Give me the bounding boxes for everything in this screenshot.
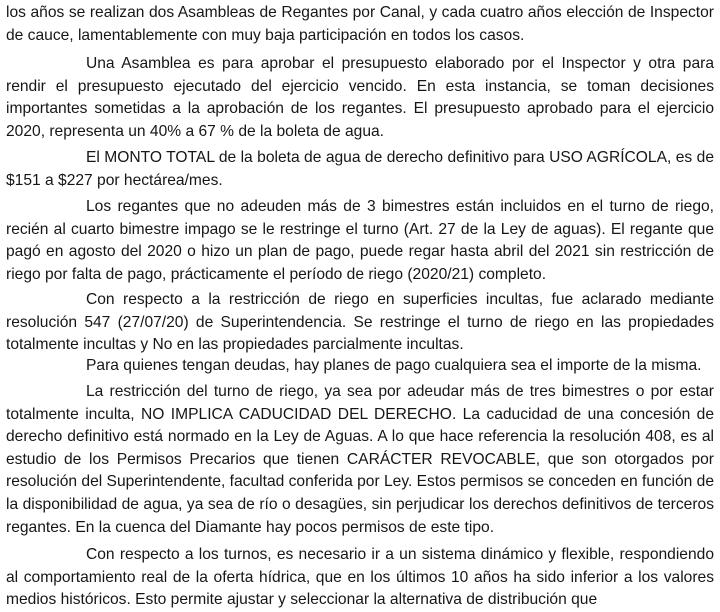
paragraph-asambleas-intro (6, 2, 714, 47)
paragraph-planes-de-pago (6, 355, 714, 378)
paragraph-text: El MONTO TOTAL de la boleta de agua de derecho definitivo para USO AGRÍCOLA, es de $151 a $227 por hectárea/mes. (6, 149, 714, 189)
paragraph-superficies-incultas (6, 289, 714, 357)
paragraph-text: Una Asamblea es para aprobar el presupuesto elaborado por el Inspector y otra para rendir el presupuesto ejecutado del ejercicio vencido. En esta instancia, se toman decisiones importantes sometidas a la aprobación de los regantes. El presupuesto aprobado para el ejercicio 2020, representa un 40% a 67 % de la boleta de agua. (6, 55, 714, 140)
paragraph-text: Con respecto a los turnos, es necesario ir a un sistema dinámico y flexible, respondiendo al comportamiento real de la oferta hídrica, que en los últimos 10 años ha sido inferior a los valores medios históricos. Esto permite ajustar y seleccionar la alternativa de distribución que (6, 546, 714, 609)
paragraph-bimestres (6, 196, 714, 286)
paragraph-turnos (6, 544, 714, 612)
paragraph-monto-total (6, 147, 714, 192)
paragraph-text: los años se realizan dos Asambleas de Regantes por Canal, y cada cuatro años elección de Inspector de cauce, lamentablemente con muy baja participación en todos los casos. (6, 4, 714, 44)
paragraph-text: Para quienes tengan deudas, hay planes de pago cualquiera sea el importe de la misma. (86, 357, 702, 374)
paragraph-text: Con respecto a la restricción de riego en superficies incultas, fue aclarado mediante resolución 547 (27/07/20) de Superintendencia. Se restringe el turno de riego en las propiedades totalmente incultas y No en las propiedades parcialmente incultas. (6, 291, 714, 354)
paragraph-asamblea-presupuesto (6, 53, 714, 143)
paragraph-text: La restricción del turno de riego, ya sea por adeudar más de tres bimestres o por estar totalmente inculta, NO IMPLICA CADUCIDAD DEL DERECHO. La caducidad de una concesión de derecho definitivo está normado en la Ley de Aguas. A lo que hace referencia la resolución 408, es al estudio de los Permisos Precarios que tienen CARÁCTER REVOCABLE, que son otorgados por resolución del Superintendente, facultad conferida por Ley. Estos permisos se conceden en función de la disponibilidad de agua, ya sea de río o desagües, sin perjudicar los derechos definitivos de terceros regantes. En la cuenca del Diamante hay pocos permisos de este tipo. (6, 383, 714, 536)
paragraph-caducidad (6, 381, 714, 539)
paragraph-text: Los regantes que no adeuden más de 3 bimestres están incluidos en el turno de riego, recién al cuarto bimestre impago se le restringe el turno (Art. 27 de la Ley de aguas). El regante que pagó en agosto del 2020 o hizo un plan de pago, puede regar hasta abril del 2021 sin restricción de riego por falta de pago, prácticamente el período de riego (2020/21) completo. (6, 198, 714, 283)
